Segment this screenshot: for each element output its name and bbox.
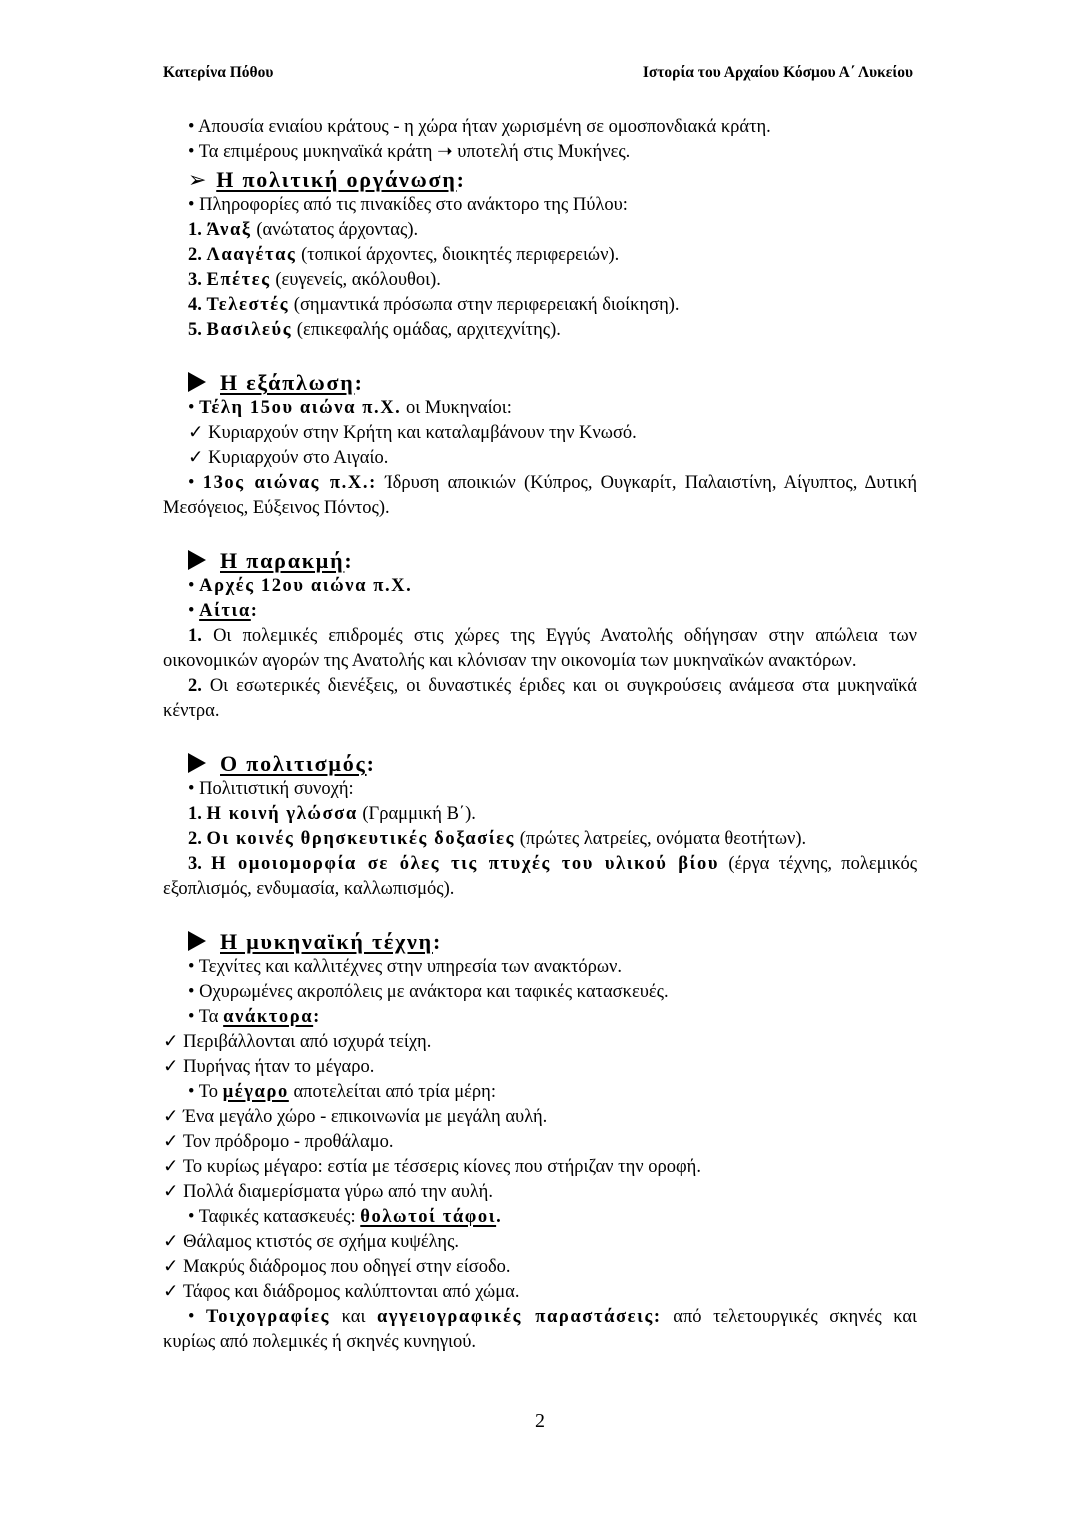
triangle-bullet-icon <box>188 931 206 951</box>
art-check: ✓ Τάφος και διάδρομος καλύπτονται από χώμα. <box>163 1282 520 1302</box>
checkmark-icon: ✓ <box>188 423 204 443</box>
list-item: 4. Τελεστές (σημαντικά πρόσωπα στην περιφερειακή διοίκηση). <box>188 295 680 315</box>
checkmark-icon: ✓ <box>163 1157 179 1177</box>
checkmark-icon: ✓ <box>188 448 204 468</box>
section-heading-decline: Η παρακμή: <box>163 548 917 574</box>
art-check: ✓ Πολλά διαμερίσματα γύρω από την αυλή. <box>163 1182 493 1202</box>
section-heading-politiki: ➢ Η πολιτική οργάνωση: <box>188 167 466 192</box>
header-author: Κατερίνα Πόθου <box>163 64 274 81</box>
decline-cause-2: 2. Οι εσωτερικές διενέξεις, οι δυναστικές έριδες και οι συγκρούσεις ανάμεσα στα μυκηναϊκά κέντρα. <box>163 676 917 721</box>
expansion-line-1: • Τέλη 15ου αιώνα π.Χ. οι Μυκηναίοι: <box>188 398 512 418</box>
art-bullet-2: • Οχυρωμένες ακροπόλεις με ανάκτορα και ταφικές κατασκευές. <box>188 982 669 1002</box>
checkmark-icon: ✓ <box>163 1107 179 1127</box>
expansion-check-2: ✓ Κυριαρχούν στο Αιγαίο. <box>188 448 389 468</box>
page-content <box>163 115 917 1355</box>
checkmark-icon: ✓ <box>163 1032 179 1052</box>
triangle-bullet-icon <box>188 372 206 392</box>
list-item: 3. Επέτες (ευγενείς, ακόλουθοι). <box>188 270 441 290</box>
politiki-info: • Πληροφορίες από τις πινακίδες στο ανάκτορο της Πύλου: <box>188 195 628 215</box>
section-heading-art: Η μυκηναϊκή τέχνη: <box>163 929 917 955</box>
intro-line-1: • Απουσία ενιαίου κράτους - η χώρα ήταν χωρισμένη σε ομοσπονδιακά κράτη. <box>188 117 771 137</box>
decline-start: • Αρχές 12ου αιώνα π.Χ. <box>188 576 413 596</box>
art-check: ✓ Τον πρόδρομο - προθάλαμο. <box>163 1132 394 1152</box>
checkmark-icon: ✓ <box>163 1057 179 1077</box>
triangle-bullet-icon <box>188 550 206 570</box>
chevron-bullet-icon: ➢ <box>188 167 209 192</box>
art-check: ✓ Θάλαμος κτιστός σε σχήμα κυψέλης. <box>163 1232 460 1252</box>
art-bullet-3: • Τα ανάκτορα: <box>188 1007 320 1027</box>
list-item: 2. Λααγέτας (τοπικοί άρχοντες, διοικητές περιφερειών). <box>188 245 620 265</box>
checkmark-icon: ✓ <box>163 1232 179 1252</box>
art-check: ✓ Μακρύς διάδρομος που οδηγεί στην είσοδο. <box>163 1257 511 1277</box>
expansion-line-4: • 13ος αιώνας π.Χ.: Ίδρυση αποικιών (Κύπρος, Ουγκαρίτ, Παλαιστίνη, Αίγυπτος, Δυτική Μεσόγειος, Εύξεινος Πόντος). <box>163 473 918 518</box>
list-item: 3. Η ομοιομορφία σε όλες τις πτυχές του υλικού βίου (έργα τέχνης, πολεμικός εξοπλισμός, ενδυμασία, καλλωπισμός). <box>163 854 918 899</box>
art-bullet-6: • Τοιχογραφίες και αγγειογραφικές παραστάσεις: από τελετουργικές σκηνές και κυρίως από πολεμικές ή σκηνές κυνηγιού. <box>163 1307 918 1352</box>
culture-cohesion: • Πολιτιστική συνοχή: <box>188 779 354 799</box>
art-check: ✓ Περιβάλλονται από ισχυρά τείχη. <box>163 1032 432 1052</box>
art-check: ✓ Πυρήνας ήταν το μέγαρο. <box>163 1057 375 1077</box>
intro-line-2: • Τα επιμέρους μυκηναϊκά κράτη ➝ υποτελή στις Μυκήνες. <box>188 142 631 162</box>
arrow-right-icon: ➝ <box>437 142 453 162</box>
list-item: 1. Άναξ (ανώτατος άρχοντας). <box>188 220 419 240</box>
triangle-bullet-icon <box>188 753 206 773</box>
checkmark-icon: ✓ <box>163 1132 179 1152</box>
expansion-check-1: ✓ Κυριαρχούν στην Κρήτη και καταλαμβάνουν την Κνωσό. <box>188 423 637 443</box>
list-item: 5. Βασιλεύς (επικεφαλής ομάδας, αρχιτεχνίτης). <box>188 320 561 340</box>
section-heading-culture: Ο πολιτισμός: <box>163 751 917 777</box>
checkmark-icon: ✓ <box>163 1282 179 1302</box>
decline-cause-1: 1. Οι πολεμικές επιδρομές στις χώρες της Εγγύς Ανατολής οδήγησαν στην απώλεια των οικονομικών αγορών της Ανατολής και κλόνισαν την οικονομία των μυκηναϊκών ανακτόρων. <box>163 626 917 671</box>
header-course-title: Ιστορία του Αρχαίου Κόσμου Α΄ Λυκείου <box>642 64 913 81</box>
art-check: ✓ Ένα μεγάλο χώρο - επικοινωνία με μεγάλη αυλή. <box>163 1107 548 1127</box>
art-check: ✓ Το κυρίως μέγαρο: εστία με τέσσερις κίονες που στήριζαν την οροφή. <box>163 1157 701 1177</box>
decline-causes-label: • Αίτια: <box>188 601 257 621</box>
list-item: 1. Η κοινή γλώσσα (Γραμμική Β΄). <box>188 804 476 824</box>
checkmark-icon: ✓ <box>163 1182 179 1202</box>
list-item: 2. Οι κοινές θρησκευτικές δοξασίες (πρώτες λατρείες, ονόματα θεοτήτων). <box>188 829 807 849</box>
art-bullet-1: • Τεχνίτες και καλλιτέχνες στην υπηρεσία των ανακτόρων. <box>188 957 623 977</box>
art-bullet-5: • Ταφικές κατασκευές: θολωτοί τάφοι. <box>188 1207 501 1227</box>
page-number: 2 <box>535 1410 545 1432</box>
art-bullet-4: • Το μέγαρο αποτελείται από τρία μέρη: <box>188 1082 496 1102</box>
checkmark-icon: ✓ <box>163 1257 179 1277</box>
section-heading-expansion: Η εξάπλωση: <box>163 370 917 396</box>
